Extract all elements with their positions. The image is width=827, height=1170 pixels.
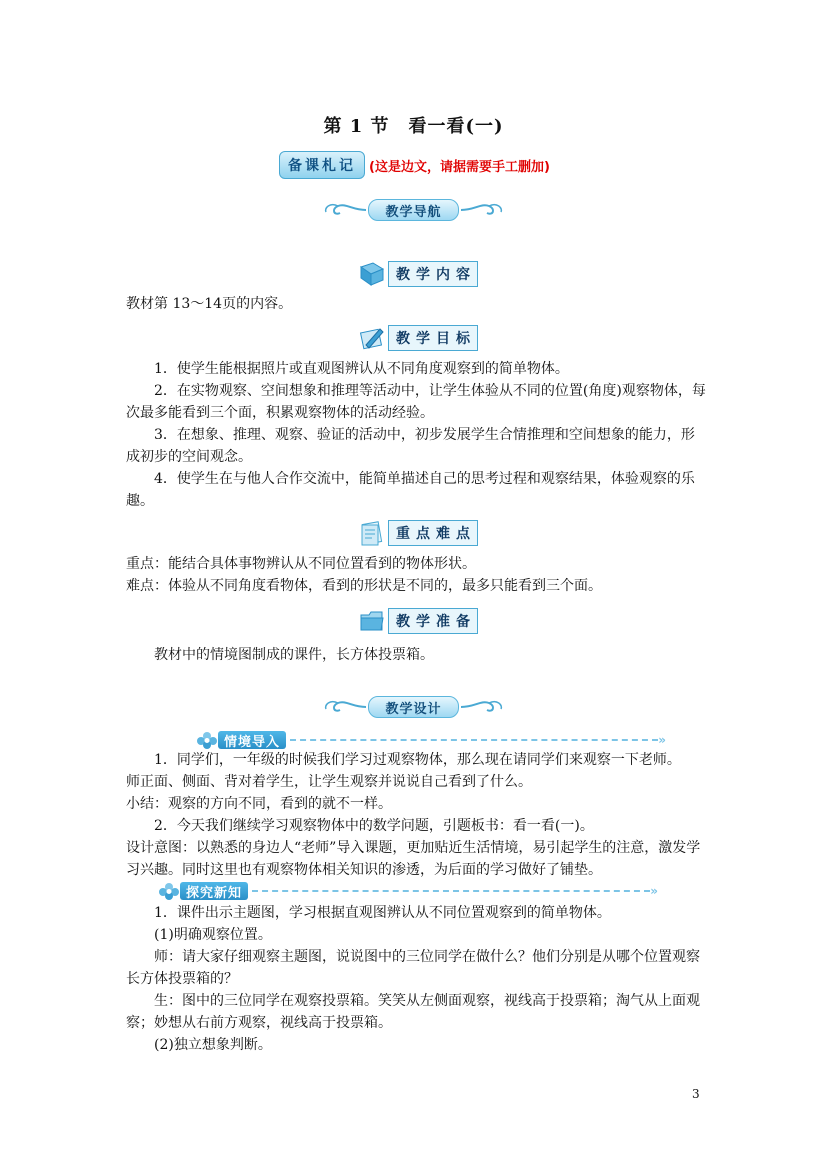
page-number: 3 — [692, 1087, 700, 1101]
difficulty-point: 难点：体验从不同角度看物体，看到的形状是不同的，最多只能看到三个面。 — [126, 578, 602, 594]
heading-char: 准 — [436, 614, 450, 630]
pencil-icon — [358, 325, 386, 351]
heading-char: 难 — [436, 526, 450, 542]
key-points-text — [126, 553, 706, 597]
heading-char: 点 — [456, 526, 470, 542]
intro-text — [126, 749, 706, 881]
banner-teaching-design — [0, 692, 827, 722]
heading-char: 教 — [396, 267, 410, 283]
side-note-badge: 备课札记 — [279, 151, 365, 179]
key-point: 重点：能结合具体事物辨认从不同位置看到的物体形状。 — [126, 556, 476, 572]
explore-line: 1．课件出示主题图，学习根据直观图辨认从不同位置观察到的简单物体。 — [154, 905, 611, 921]
content-text: 教材第 13～14页的内容。 — [126, 296, 293, 312]
section-heading-goals — [358, 323, 478, 353]
subsection-heading-intro — [196, 729, 666, 751]
swirl-right-icon — [459, 697, 505, 717]
folder-icon — [358, 608, 386, 634]
dashed-divider — [290, 739, 658, 741]
subsection-label: 情境导入 — [218, 731, 286, 749]
heading-char: 学 — [416, 331, 430, 347]
heading-char: 学 — [416, 267, 430, 283]
explore-text — [126, 902, 706, 1056]
section-heading-preparation — [358, 606, 478, 636]
heading-char: 学 — [416, 614, 430, 630]
intro-line: 设计意图：以熟悉的身边人“老师”导入课题，更加贴近生活情境，易引起学生的注意，激发学习兴趣。同时这里也有观察物体相关知识的渗透，为后面的学习做好了铺垫。 — [126, 840, 701, 878]
heading-char: 备 — [456, 614, 470, 630]
side-note-text: (这是边文，请据需要手工删加) — [369, 159, 550, 175]
heading-char: 教 — [396, 331, 410, 347]
explore-line: 师：请大家仔细观察主题图，说说图中的三位同学在做什么？他们分别是从哪个位置观察长方体投票箱的？ — [126, 949, 700, 987]
banner-label: 教学导航 — [368, 199, 458, 221]
paper-icon — [358, 520, 386, 546]
banner-teaching-guide — [0, 195, 827, 225]
dashed-divider — [252, 890, 650, 892]
goal-item: 3．在想象、推理、观察、验证的活动中，初步发展学生合情推理和空间想象的能力，形成初步的空间观念。 — [126, 427, 695, 465]
side-note — [279, 151, 550, 179]
explore-line: (2)独立想象判断。 — [154, 1037, 272, 1053]
swirl-left-icon — [322, 697, 368, 717]
flower-icon — [196, 730, 218, 750]
goals-list — [126, 358, 706, 512]
heading-char: 教 — [396, 614, 410, 630]
intro-line: 1．同学们，一年级的时候我们学习过观察物体，那么现在请同学们来观察一下老师。 — [154, 752, 681, 768]
section-heading-key-points — [358, 518, 478, 548]
heading-char: 重 — [396, 526, 410, 542]
arrow-chevron-icon: » — [650, 884, 658, 898]
section-heading-box — [388, 608, 478, 634]
heading-char: 容 — [456, 267, 470, 283]
explore-line: 生：图中的三位同学在观察投票箱。笑笑从左侧面观察，视线高于投票箱；淘气从上面观察；妙想从右前方观察，视线高于投票箱。 — [126, 993, 700, 1031]
intro-line: 2．今天我们继续学习观察物体中的数学问题，引题板书：看一看(一)。 — [154, 818, 594, 834]
arrow-chevron-icon: » — [658, 733, 666, 747]
preparation-text: 教材中的情境图制成的课件，长方体投票箱。 — [154, 647, 434, 663]
section-heading-box — [388, 261, 478, 287]
goal-item: 1．使学生能根据照片或直观图辨认从不同角度观察到的简单物体。 — [154, 361, 569, 377]
heading-char: 标 — [456, 331, 470, 347]
swirl-left-icon — [322, 200, 368, 220]
intro-line: 师正面、侧面、背对着学生，让学生观察并说说自己看到了什么。 — [126, 774, 532, 790]
goal-item: 4．使学生在与他人合作交流中，能简单描述自己的思考过程和观察结果，体验观察的乐趣。 — [126, 471, 695, 509]
subsection-label: 探究新知 — [180, 882, 248, 900]
swirl-right-icon — [459, 200, 505, 220]
heading-char: 点 — [416, 526, 430, 542]
banner-label: 教学设计 — [368, 696, 458, 718]
section-heading-box — [388, 325, 478, 351]
page-title: 第 1 节 看一看(一) — [323, 116, 504, 137]
section-heading-content — [358, 259, 478, 289]
explore-line: (1)明确观察位置。 — [154, 927, 272, 943]
heading-char: 目 — [436, 331, 450, 347]
intro-line: 小结：观察的方向不同，看到的就不一样。 — [126, 796, 392, 812]
goal-item: 2．在实物观察、空间想象和推理等活动中，让学生体验从不同的位置(角度)观察物体，每次最多能看到三个面，积累观察物体的活动经验。 — [126, 383, 706, 421]
heading-char: 内 — [436, 267, 450, 283]
section-heading-box — [388, 520, 478, 546]
flower-icon — [158, 881, 180, 901]
book-icon — [358, 261, 386, 287]
subsection-heading-explore — [158, 880, 658, 902]
